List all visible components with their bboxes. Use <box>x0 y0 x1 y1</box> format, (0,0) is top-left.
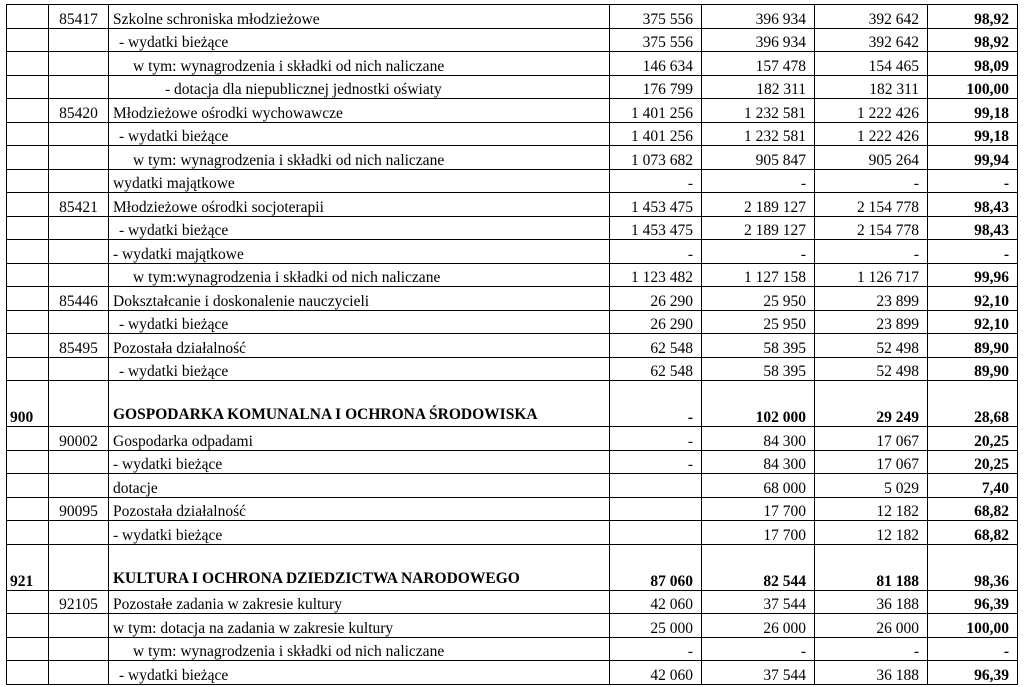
cell-value-1: 42 060 <box>610 590 702 614</box>
cell-dzial <box>7 193 49 217</box>
cell-value-2: 25 950 <box>702 310 815 334</box>
cell-value-3: 392 642 <box>815 28 928 52</box>
cell-value-3: 2 154 778 <box>815 193 928 217</box>
cell-rozdzial <box>49 381 109 427</box>
cell-name: w tym: wynagrodzenia i składki od nich naliczane <box>109 146 610 170</box>
cell-rozdzial <box>49 122 109 146</box>
cell-dzial <box>7 334 49 358</box>
cell-value-1: 1 073 682 <box>610 146 702 170</box>
table-row <box>7 28 1018 52</box>
cell-percent: 99,18 <box>928 122 1018 146</box>
cell-dzial <box>7 263 49 287</box>
table-row <box>7 381 1018 427</box>
cell-value-3: 5 029 <box>815 474 928 498</box>
cell-value-2: 1 127 158 <box>702 263 815 287</box>
cell-name: wydatki majątkowe <box>109 169 610 193</box>
cell-value-2: 182 311 <box>702 75 815 99</box>
cell-dzial <box>7 427 49 451</box>
cell-percent: - <box>928 637 1018 661</box>
cell-rozdzial: 92105 <box>49 590 109 614</box>
cell-value-1: 375 556 <box>610 28 702 52</box>
cell-value-1: 87 060 <box>610 544 702 590</box>
cell-value-3: 29 249 <box>815 381 928 427</box>
cell-rozdzial <box>49 661 109 685</box>
cell-dzial <box>7 614 49 638</box>
cell-value-2: - <box>702 240 815 264</box>
cell-value-3: 1 222 426 <box>815 122 928 146</box>
cell-dzial <box>7 240 49 264</box>
cell-dzial <box>7 357 49 381</box>
cell-value-1: 146 634 <box>610 52 702 76</box>
cell-percent: - <box>928 169 1018 193</box>
cell-rozdzial <box>49 310 109 334</box>
cell-name: - wydatki bieżące <box>109 450 610 474</box>
cell-value-3: 182 311 <box>815 75 928 99</box>
cell-dzial <box>7 310 49 334</box>
cell-name: Pozostała działalność <box>109 334 610 358</box>
cell-dzial <box>7 122 49 146</box>
cell-percent: 92,10 <box>928 287 1018 311</box>
cell-rozdzial <box>49 263 109 287</box>
cell-name: - wydatki bieżące <box>109 521 610 545</box>
cell-dzial <box>7 146 49 170</box>
cell-percent: 20,25 <box>928 427 1018 451</box>
cell-percent: 98,43 <box>928 216 1018 240</box>
table-row <box>7 310 1018 334</box>
table-row <box>7 287 1018 311</box>
cell-percent: 96,39 <box>928 590 1018 614</box>
cell-value-2: - <box>702 637 815 661</box>
cell-value-2: 37 544 <box>702 590 815 614</box>
cell-value-1: 1 401 256 <box>610 99 702 123</box>
cell-value-3: 23 899 <box>815 287 928 311</box>
cell-value-2: 58 395 <box>702 357 815 381</box>
cell-dzial <box>7 497 49 521</box>
cell-dzial <box>7 450 49 474</box>
cell-rozdzial <box>49 357 109 381</box>
cell-value-2: 26 000 <box>702 614 815 638</box>
table-row <box>7 169 1018 193</box>
cell-name: Młodzieżowe ośrodki wychowawcze <box>109 99 610 123</box>
cell-value-2: 102 000 <box>702 381 815 427</box>
cell-name: - wydatki bieżące <box>109 28 610 52</box>
cell-name: - wydatki bieżące <box>109 122 610 146</box>
cell-dzial <box>7 637 49 661</box>
cell-value-2: 1 232 581 <box>702 122 815 146</box>
cell-percent: 100,00 <box>928 614 1018 638</box>
cell-dzial: 921 <box>7 544 49 590</box>
table-row <box>7 450 1018 474</box>
cell-value-2: 2 189 127 <box>702 193 815 217</box>
cell-name: Młodzieżowe ośrodki socjoterapii <box>109 193 610 217</box>
table-row <box>7 5 1018 29</box>
cell-name: KULTURA I OCHRONA DZIEDZICTWA NARODOWEGO <box>109 544 610 590</box>
cell-value-1: - <box>610 381 702 427</box>
cell-value-2: 396 934 <box>702 5 815 29</box>
cell-rozdzial <box>49 169 109 193</box>
cell-rozdzial: 85495 <box>49 334 109 358</box>
cell-value-1: - <box>610 240 702 264</box>
cell-value-1: 26 290 <box>610 287 702 311</box>
cell-value-3: 1 126 717 <box>815 263 928 287</box>
cell-value-2: 396 934 <box>702 28 815 52</box>
cell-dzial <box>7 52 49 76</box>
cell-value-1: 1 401 256 <box>610 122 702 146</box>
cell-rozdzial <box>49 614 109 638</box>
cell-value-1: - <box>610 450 702 474</box>
table-row <box>7 263 1018 287</box>
cell-name: w tym: wynagrodzenia i składki od nich naliczane <box>109 52 610 76</box>
cell-name: Pozostała działalność <box>109 497 610 521</box>
cell-name: w tym:wynagrodzenia i składki od nich naliczane <box>109 263 610 287</box>
cell-value-1: - <box>610 169 702 193</box>
cell-rozdzial <box>49 28 109 52</box>
cell-rozdzial: 85421 <box>49 193 109 217</box>
cell-value-2: 84 300 <box>702 427 815 451</box>
cell-percent: 20,25 <box>928 450 1018 474</box>
cell-name: - dotacja dla niepublicznej jednostki oświaty <box>109 75 610 99</box>
cell-name: Szkolne schroniska młodzieżowe <box>109 5 610 29</box>
cell-percent: 7,40 <box>928 474 1018 498</box>
cell-value-3: 52 498 <box>815 357 928 381</box>
cell-value-3: 36 188 <box>815 590 928 614</box>
cell-value-1: 25 000 <box>610 614 702 638</box>
cell-value-3: 1 222 426 <box>815 99 928 123</box>
cell-value-2: 82 544 <box>702 544 815 590</box>
cell-value-3: 23 899 <box>815 310 928 334</box>
cell-rozdzial: 85420 <box>49 99 109 123</box>
cell-percent: - <box>928 240 1018 264</box>
cell-name: GOSPODARKA KOMUNALNA I OCHRONA ŚRODOWISKA <box>109 381 610 427</box>
cell-value-2: 17 700 <box>702 497 815 521</box>
cell-percent: 98,09 <box>928 52 1018 76</box>
cell-value-3: 36 188 <box>815 661 928 685</box>
cell-value-1: 62 548 <box>610 334 702 358</box>
cell-value-3: 12 182 <box>815 497 928 521</box>
cell-rozdzial <box>49 146 109 170</box>
cell-name: - wydatki bieżące <box>109 310 610 334</box>
table-row <box>7 637 1018 661</box>
cell-rozdzial <box>49 544 109 590</box>
cell-dzial <box>7 28 49 52</box>
cell-value-1: 1 123 482 <box>610 263 702 287</box>
cell-value-3: - <box>815 637 928 661</box>
cell-percent: 89,90 <box>928 357 1018 381</box>
table-row <box>7 521 1018 545</box>
cell-value-1 <box>610 521 702 545</box>
cell-percent: 100,00 <box>928 75 1018 99</box>
table-row <box>7 497 1018 521</box>
cell-percent: 98,43 <box>928 193 1018 217</box>
cell-value-3: 17 067 <box>815 450 928 474</box>
cell-value-2: 157 478 <box>702 52 815 76</box>
cell-value-1: 375 556 <box>610 5 702 29</box>
cell-percent: 98,92 <box>928 5 1018 29</box>
cell-value-3: 154 465 <box>815 52 928 76</box>
cell-value-1 <box>610 497 702 521</box>
cell-percent: 98,92 <box>928 28 1018 52</box>
cell-percent: 98,36 <box>928 544 1018 590</box>
cell-percent: 99,94 <box>928 146 1018 170</box>
table-row <box>7 99 1018 123</box>
cell-name: - wydatki bieżące <box>109 357 610 381</box>
table-row <box>7 357 1018 381</box>
table-row <box>7 193 1018 217</box>
cell-percent: 28,68 <box>928 381 1018 427</box>
cell-value-1: 1 453 475 <box>610 216 702 240</box>
cell-value-1: 26 290 <box>610 310 702 334</box>
cell-percent: 92,10 <box>928 310 1018 334</box>
table-row <box>7 216 1018 240</box>
cell-value-1: 42 060 <box>610 661 702 685</box>
cell-value-3: 52 498 <box>815 334 928 358</box>
cell-value-2: 84 300 <box>702 450 815 474</box>
cell-value-3: 26 000 <box>815 614 928 638</box>
cell-percent: 89,90 <box>928 334 1018 358</box>
cell-rozdzial: 85417 <box>49 5 109 29</box>
cell-rozdzial: 90095 <box>49 497 109 521</box>
cell-percent: 99,18 <box>928 99 1018 123</box>
cell-value-1: 62 548 <box>610 357 702 381</box>
cell-name: dotacje <box>109 474 610 498</box>
table-row <box>7 122 1018 146</box>
cell-percent: 68,82 <box>928 497 1018 521</box>
cell-name: w tym: wynagrodzenia i składki od nich naliczane <box>109 637 610 661</box>
cell-value-2: 17 700 <box>702 521 815 545</box>
cell-value-3: 81 188 <box>815 544 928 590</box>
cell-value-1: - <box>610 637 702 661</box>
cell-value-1 <box>610 474 702 498</box>
cell-name: - wydatki bieżące <box>109 661 610 685</box>
cell-value-2: 58 395 <box>702 334 815 358</box>
cell-dzial <box>7 590 49 614</box>
cell-rozdzial <box>49 216 109 240</box>
cell-value-3: - <box>815 240 928 264</box>
cell-dzial <box>7 99 49 123</box>
table-row <box>7 661 1018 685</box>
cell-value-2: 25 950 <box>702 287 815 311</box>
table-row <box>7 544 1018 590</box>
expenditure-table <box>6 4 1018 685</box>
cell-name: w tym: dotacja na zadania w zakresie kultury <box>109 614 610 638</box>
table-row <box>7 590 1018 614</box>
cell-value-1: 1 453 475 <box>610 193 702 217</box>
cell-rozdzial <box>49 240 109 264</box>
cell-dzial <box>7 5 49 29</box>
cell-value-1: - <box>610 427 702 451</box>
cell-value-1: 176 799 <box>610 75 702 99</box>
cell-rozdzial <box>49 75 109 99</box>
cell-name: - wydatki majątkowe <box>109 240 610 264</box>
table-row <box>7 474 1018 498</box>
cell-value-3: 2 154 778 <box>815 216 928 240</box>
table-row <box>7 240 1018 264</box>
table-row <box>7 146 1018 170</box>
table-row <box>7 52 1018 76</box>
table-row <box>7 614 1018 638</box>
cell-value-2: 1 232 581 <box>702 99 815 123</box>
cell-dzial <box>7 287 49 311</box>
cell-name: Dokształcanie i doskonalenie nauczycieli <box>109 287 610 311</box>
cell-dzial: 900 <box>7 381 49 427</box>
cell-rozdzial <box>49 521 109 545</box>
cell-percent: 99,96 <box>928 263 1018 287</box>
cell-value-3: 392 642 <box>815 5 928 29</box>
cell-value-2: 905 847 <box>702 146 815 170</box>
cell-value-2: 2 189 127 <box>702 216 815 240</box>
cell-value-2: - <box>702 169 815 193</box>
cell-rozdzial <box>49 474 109 498</box>
cell-dzial <box>7 474 49 498</box>
cell-dzial <box>7 521 49 545</box>
cell-name: Gospodarka odpadami <box>109 427 610 451</box>
cell-name: Pozostałe zadania w zakresie kultury <box>109 590 610 614</box>
cell-dzial <box>7 169 49 193</box>
table-row <box>7 334 1018 358</box>
cell-rozdzial <box>49 637 109 661</box>
cell-rozdzial <box>49 450 109 474</box>
cell-dzial <box>7 216 49 240</box>
cell-percent: 68,82 <box>928 521 1018 545</box>
cell-value-2: 37 544 <box>702 661 815 685</box>
cell-percent: 96,39 <box>928 661 1018 685</box>
cell-rozdzial: 90002 <box>49 427 109 451</box>
cell-dzial <box>7 661 49 685</box>
cell-value-2: 68 000 <box>702 474 815 498</box>
cell-value-3: 905 264 <box>815 146 928 170</box>
cell-dzial <box>7 75 49 99</box>
cell-value-3: 12 182 <box>815 521 928 545</box>
table-row <box>7 427 1018 451</box>
cell-rozdzial <box>49 52 109 76</box>
cell-rozdzial: 85446 <box>49 287 109 311</box>
table-row <box>7 75 1018 99</box>
cell-value-3: 17 067 <box>815 427 928 451</box>
cell-name: - wydatki bieżące <box>109 216 610 240</box>
cell-value-3: - <box>815 169 928 193</box>
